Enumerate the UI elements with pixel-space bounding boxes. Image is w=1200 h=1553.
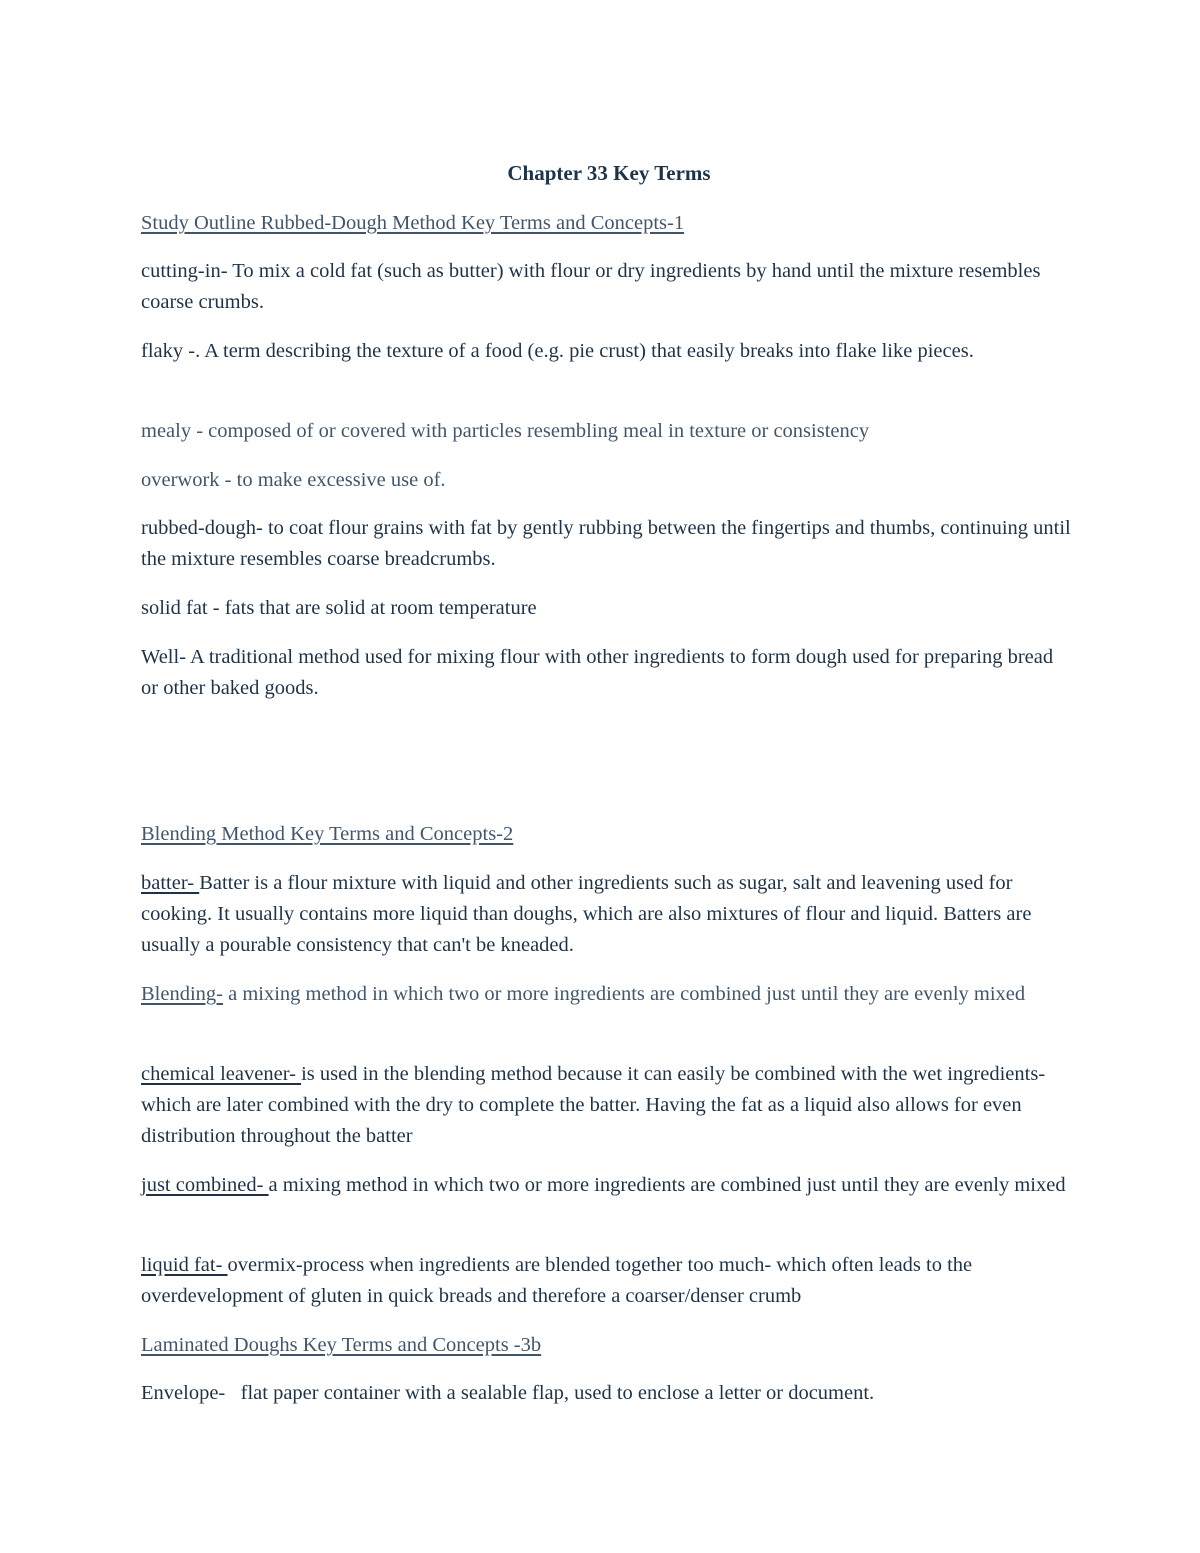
definition: a mixing method in which two or more ingredients are combined just until they are evenly mixed (223, 983, 1026, 1005)
section-heading-laminated-doughs: Laminated Doughs Key Terms and Concepts -3b (141, 1334, 542, 1356)
definition: A traditional method used for mixing flour with other ingredients to form dough used for preparing bread or other baked goods. (141, 646, 1054, 699)
term: Well- (141, 646, 187, 668)
term-entry-solid-fat (141, 593, 1071, 624)
term-entry-overwork (141, 465, 1071, 496)
term: batter- (141, 872, 200, 894)
page-title: Chapter 33 Key Terms (507, 161, 711, 185)
definition: flat paper container with a sealable flap, used to enclose a letter or document. (225, 1382, 875, 1404)
section-heading-blending-method: Blending Method Key Terms and Concepts-2 (141, 823, 514, 845)
term-entry-chemical-leavener (141, 1059, 1071, 1152)
term: just combined- (141, 1174, 269, 1196)
term-entry-batter (141, 868, 1071, 961)
definition: to make excessive use of. (231, 469, 446, 491)
term: chemical leavener- (141, 1063, 302, 1085)
definition: A term describing the texture of a food (e.g. pie crust) that easily breaks into flake like pieces. (200, 340, 974, 362)
term-entry-just-combined (141, 1170, 1071, 1201)
term: solid fat - (141, 597, 220, 619)
term-entry-cutting-in (141, 256, 1071, 318)
term-entry-mealy (141, 416, 1071, 447)
section-heading-rubbed-dough: Study Outline Rubbed-Dough Method Key Terms and Concepts-1 (141, 212, 685, 234)
term-entry-blending (141, 979, 1071, 1010)
term-entry-well (141, 642, 1071, 704)
definition: To mix a cold fat (such as butter) with flour or dry ingredients by hand until the mixture resembles coarse crumbs. (141, 260, 1041, 313)
term: liquid fat- (141, 1254, 228, 1276)
term-entry-liquid-fat (141, 1250, 1071, 1312)
term: Blending- (141, 983, 223, 1005)
definition: is used in the blending method because it can easily be combined with the wet ingredients- which are later combined with the dry to complete the batter. Having the fat as a liquid also allows for even distribution throughout the batter (141, 1063, 1046, 1147)
term-entry-envelope (141, 1378, 1071, 1409)
definition: to coat flour grains with fat by gently rubbing between the fingertips and thumbs, continuing until the mixture resembles coarse breadcrumbs. (141, 517, 1071, 570)
term: flaky -. (141, 340, 201, 362)
definition: fats that are solid at room temperature (219, 597, 537, 619)
term: mealy - (141, 420, 204, 442)
definition: Batter is a flour mixture with liquid and other ingredients such as sugar, salt and leavening used for cooking. It usually contains more liquid than doughs, which are also mixtures of flour and liquid. Batters are usually a pourable consistency that can't be kneaded. (141, 872, 1032, 956)
definition: a mixing method in which two or more ingredients are combined just until they are evenly mixed (268, 1174, 1066, 1196)
term: overwork - (141, 469, 232, 491)
term-entry-flaky (141, 336, 1071, 367)
term: Envelope- (141, 1382, 226, 1404)
definition: overmix-process when ingredients are blended together too much- which often leads to the overdevelopment of gluten in quick breads and therefore a coarser/denser crumb (141, 1254, 973, 1307)
term: cutting-in- (141, 260, 228, 282)
definition: composed of or covered with particles resembling meal in texture or consistency (203, 420, 870, 442)
term: rubbed-dough- (141, 517, 263, 539)
term-entry-rubbed-dough (141, 513, 1071, 575)
